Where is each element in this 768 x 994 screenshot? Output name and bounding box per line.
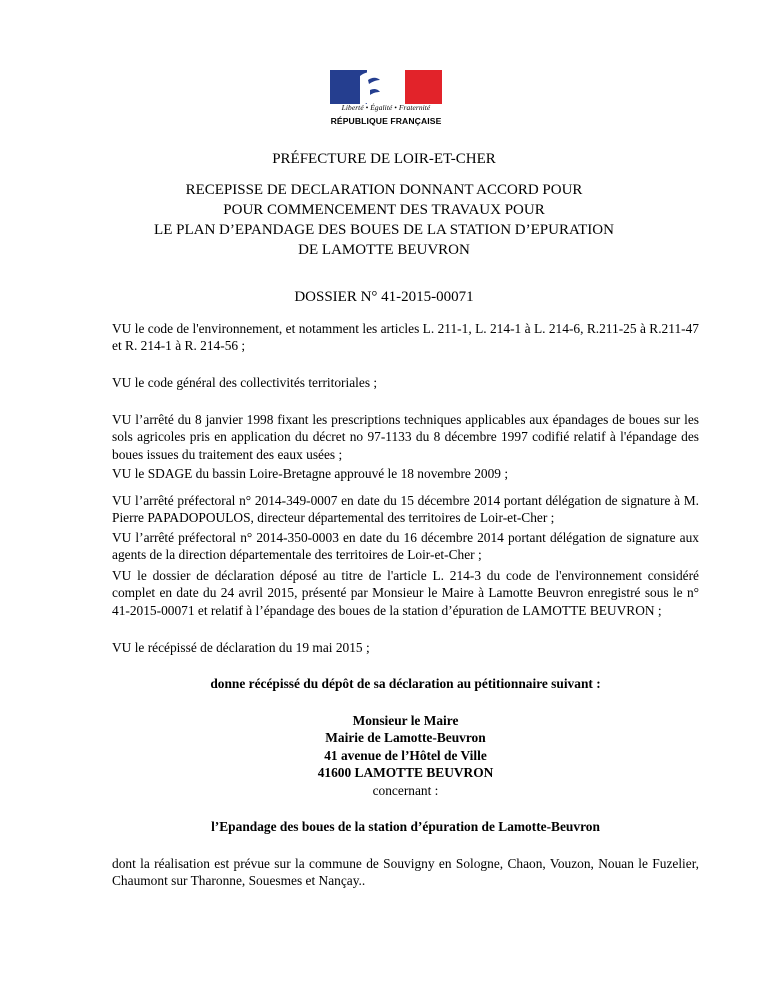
address-line: 41600 LAMOTTE BEUVRON: [317, 765, 494, 781]
paragraph-vu-dossier: [112, 567, 699, 619]
paragraph-text: VU le dossier de déclaration déposé au titre de l'article L. 214-3 du code de l'environnement considéré complet en date du 24 avril 2015, présenté par Monsieur le Maire à Lamotte Beuvron enregistré sous le n° 41-2015-00071 et relatif à l’épandage des boues de la station d’épuration de LAMOTTE BEUVRON ;: [112, 568, 699, 618]
title-line: POUR COMMENCEMENT DES TRAVAUX POUR: [223, 202, 545, 218]
paragraph-vu-arrete-delegation-2: [112, 529, 699, 564]
paragraph-text: VU le code de l'environnement, et notamment les articles L. 211-1, L. 214-1 à L. 214-6, R.211-25 à R.211-47 et R. 214-1 à R. 214-56 ;: [112, 321, 699, 354]
title-line: DE LAMOTTE BEUVRON: [298, 242, 470, 258]
republic-motto: Liberté • Égalité • Fraternité: [341, 103, 431, 112]
prefecture-heading: PRÉFECTURE DE LOIR-ET-CHER: [272, 151, 496, 167]
paragraph-text: VU le récépissé de déclaration du 19 mai 2015 ;: [112, 640, 370, 655]
address-line: Mairie de Lamotte-Beuvron: [325, 730, 486, 746]
title-line: LE PLAN D’EPANDAGE DES BOUES DE LA STATION D’EPURATION: [154, 222, 614, 238]
given-statement: donne récépissé du dépôt de sa déclaration au pétitionnaire suivant :: [210, 676, 601, 691]
paragraph-vu-sdage: [112, 465, 699, 482]
dossier-number: DOSSIER N° 41-2015-00071: [294, 289, 474, 305]
paragraph-text: VU le SDAGE du bassin Loire-Bretagne approuvé le 18 novembre 2009 ;: [112, 466, 509, 481]
paragraph-text: VU l’arrêté du 8 janvier 1998 fixant les prescriptions techniques applicables aux épandages de boues sur les sols agricoles pris en application du décret no 97-1133 du 8 décembre 1997 codifié relatif à l'épandage des boues issues du traitement des eaux usées ;: [112, 412, 699, 462]
republic-name: RÉPUBLIQUE FRANÇAISE: [330, 116, 442, 126]
paragraph-text: VU le code général des collectivités territoriales ;: [112, 375, 378, 390]
address-line: 41 avenue de l’Hôtel de Ville: [324, 747, 487, 763]
paragraph-vu-arrete-1998: [112, 411, 699, 463]
paragraph-realisation: [112, 855, 699, 890]
concerning-label: concernant :: [372, 783, 439, 798]
subject-line: l’Epandage des boues de la station d’épuration de Lamotte-Beuvron: [211, 819, 600, 834]
paragraph-vu-arrete-delegation-1: [112, 492, 699, 527]
paragraph-text: VU l’arrêté préfectoral n° 2014-350-0003 en date du 16 décembre 2014 portant délégation de signature aux agents de la direction départementale des territoires de Loir-et-Cher ;: [112, 530, 699, 563]
document-title: [0, 180, 768, 260]
paragraph-vu-code-environnement: [112, 320, 699, 355]
paragraph-vu-code-collectivites: [112, 374, 699, 391]
paragraph-text: dont la réalisation est prévue sur la commune de Souvigny en Sologne, Chaon, Vouzon, Nouan le Fuzelier, Chaumont sur Tharonne, Souesmes et Nançay..: [112, 856, 699, 889]
marianne-flag-icon: [330, 70, 442, 104]
flag-red-band: [405, 70, 442, 104]
petitioner-address: [112, 712, 699, 782]
paragraph-vu-recepisse: [112, 639, 699, 656]
paragraph-text: VU l’arrêté préfectoral n° 2014-349-0007 en date du 15 décembre 2014 portant délégation de signature à M. Pierre PAPADOPOULOS, directeur départemental des territoires de Loir-et-Cher ;: [112, 493, 699, 526]
title-line: RECEPISSE DE DECLARATION DONNANT ACCORD POUR: [185, 182, 583, 198]
address-line: Monsieur le Maire: [352, 713, 459, 728]
